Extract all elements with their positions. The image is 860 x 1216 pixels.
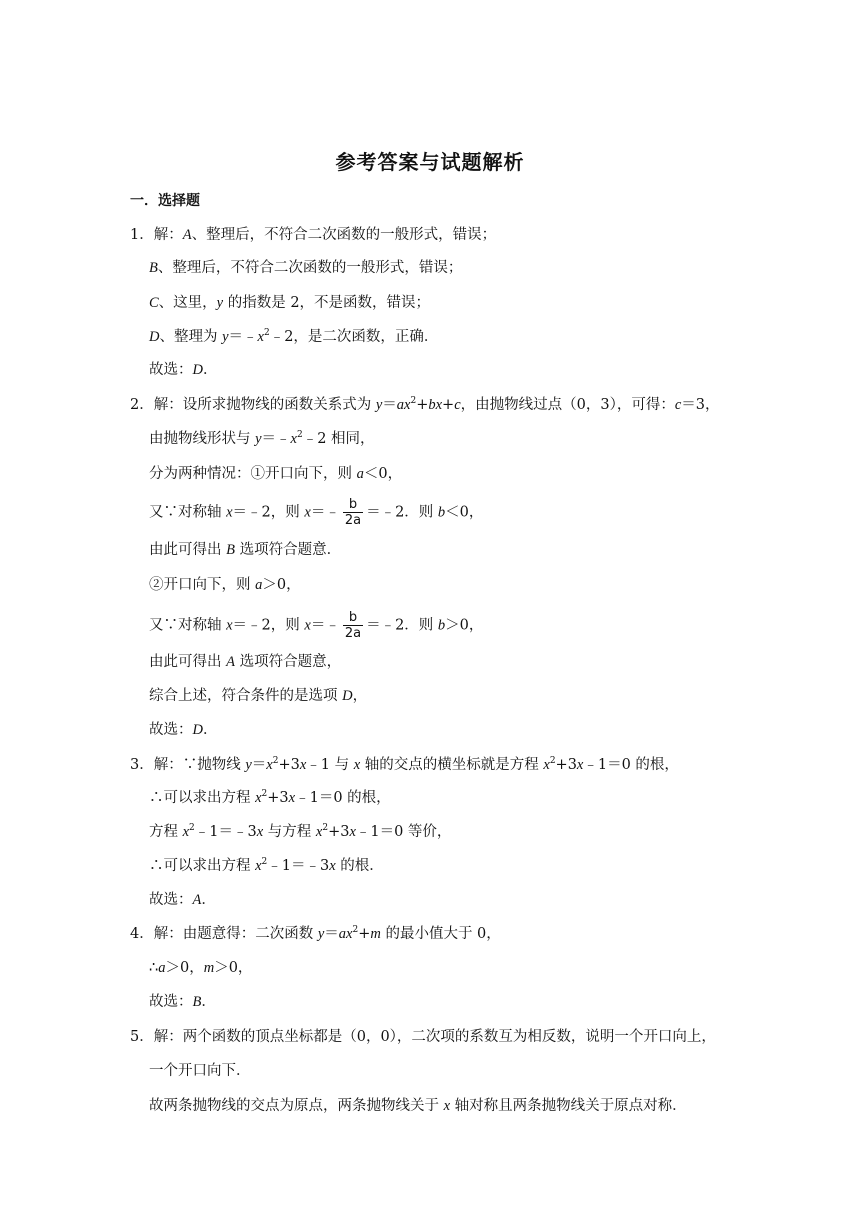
q2-line-9: 综合上述，符合条件的是选项 D， bbox=[149, 688, 368, 704]
q3-line-4: ∴可以求出方程 $x^2﹣1=﹣3x$ 的根． bbox=[149, 857, 384, 874]
q5-line-2: 一个开口向下． bbox=[149, 1063, 251, 1079]
q2-line-2: 由抛物线形状与 $y=﹣x^2﹣2$ 相同， bbox=[149, 430, 375, 447]
section-heading: 一．选择题 bbox=[130, 193, 200, 209]
q1-answer: 故选：D． bbox=[149, 362, 218, 378]
q2-line-6: ②开口向下，则 a＞0， bbox=[149, 577, 301, 593]
fraction-b-over-2a: $\frac{b}{2a}$ bbox=[344, 497, 362, 528]
q5-line-3: 故两条抛物线的交点为原点，两条抛物线关于 x 轴对称且两条抛物线关于原点对称． bbox=[149, 1098, 687, 1114]
q2-line-7: 又∵对称轴 x＝﹣2，则 x＝﹣ $\frac{b}{2a}$ ＝﹣2．则 b＞0， bbox=[149, 610, 484, 641]
q1-line-c: C、这里，y 的指数是 2，不是函数，错误； bbox=[149, 295, 431, 311]
q3-answer: 故选：A． bbox=[149, 892, 216, 908]
q1-line-a: 1．解：A、整理后，不符合二次函数的一般形式，错误； bbox=[130, 227, 497, 243]
q4-answer: 故选：B． bbox=[149, 994, 216, 1010]
q1-line-d: D、整理为 $y=﹣x^2﹣2$，是二次函数，正确． bbox=[149, 328, 439, 345]
q4-line-2: ∴a＞0，m＞0， bbox=[149, 960, 253, 976]
q2-answer: 故选：D． bbox=[149, 722, 218, 738]
q2-line-3: 分为两种情况：①开口向下，则 a＜0， bbox=[149, 466, 403, 482]
q2-line-1: 2．解：设所求抛物线的函数关系式为 $y=ax^2+bx+c$，由抛物线过点（0，3），可得：c＝3， bbox=[130, 396, 720, 413]
fraction-b-over-2a: $\frac{b}{2a}$ bbox=[344, 610, 362, 641]
q3-line-3: 方程 $x^2﹣1=﹣3x$ 与方程 $x^2+3x﹣1=0$ 等价， bbox=[149, 823, 452, 840]
q1-line-b: B、整理后，不符合二次函数的一般形式，错误； bbox=[149, 260, 463, 276]
q3-line-2: ∴可以求出方程 $x^2+3x﹣1=0$ 的根， bbox=[149, 789, 391, 806]
q5-line-1: 5．解：两个函数的顶点坐标都是（0，0），二次项的系数互为相反数，说明一个开口向上， bbox=[130, 1029, 716, 1045]
q2-line-8: 由此可得出 A 选项符合题意， bbox=[149, 654, 342, 670]
q3-line-1: 3．解：∵抛物线 $y=x^2+3x﹣1$ 与 x 轴的交点的横坐标就是方程 $x^2+3x﹣1=0$ 的根， bbox=[130, 756, 679, 773]
q2-line-4: 又∵对称轴 x＝﹣2，则 x＝﹣ $\frac{b}{2a}$ ＝﹣2．则 b＜0， bbox=[149, 497, 484, 528]
page-title: 参考答案与试题解析 bbox=[335, 150, 525, 174]
q4-line-1: 4．解：由题意得：二次函数 $y=ax^2+m$ 的最小值大于 0， bbox=[130, 925, 501, 942]
q2-line-5: 由此可得出 B 选项符合题意． bbox=[149, 542, 342, 558]
